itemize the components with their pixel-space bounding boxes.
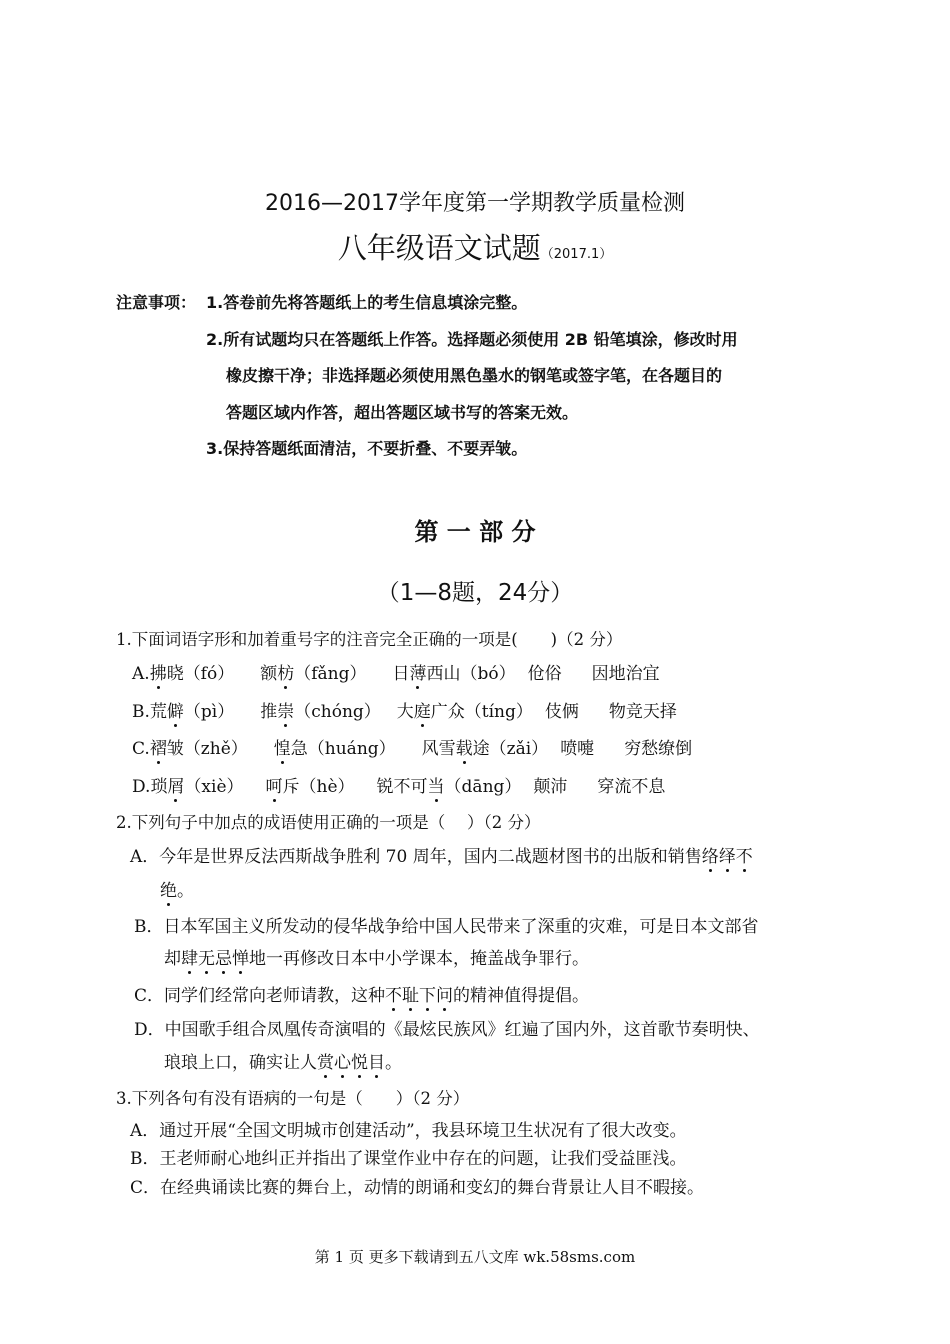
q2-option-a: A．今年是世界反法西斯战争胜利 70 周年，国内二战题材图书的出版和销售络绎不 bbox=[130, 847, 753, 867]
note-item-2-cont: 橡皮擦干净；非选择题必须使用黑色墨水的钢笔或签字笔，在各题目的 bbox=[226, 366, 723, 385]
note-item-2-cont2: 答题区域内作答，超出答题区域书写的答案无效。 bbox=[226, 403, 579, 422]
q3-option-c: C．在经典诵读比赛的舞台上，动情的朗诵和变幻的舞台背景让人目不暇接。 bbox=[130, 1178, 705, 1198]
q2-option-d-cont: 琅琅上口，确实让人赏心悦目。 bbox=[164, 1053, 402, 1073]
note-item-2: 2.所有试题均只在答题纸上作答。选择题必须使用 2B 铅笔填涂，修改时用 bbox=[206, 330, 738, 349]
q1-option-d: D.琐屑（xiè） 呵斥（hè） 锐不可当（dāng） 颠沛 穿流不息 bbox=[132, 777, 666, 797]
exam-header: 2016—2017学年度第一学期教学质量检测 bbox=[265, 191, 685, 216]
q2-option-a-cont: 绝。 bbox=[160, 881, 194, 901]
q2-option-b: B．日本军国主义所发动的侵华战争给中国人民带来了深重的灾难，可是日本文部省 bbox=[134, 917, 759, 937]
exam-date: （2017.1） bbox=[540, 247, 613, 262]
exam-title-text: 八年级语文试题 bbox=[337, 231, 541, 265]
q2-option-b-cont: 却肆无忌惮地一再修改日本中小学课本，掩盖战争罪行。 bbox=[164, 949, 589, 969]
note-item-1: 1.答卷前先将答题纸上的考生信息填涂完整。 bbox=[206, 293, 528, 312]
q1-option-b: B.荒僻（pì） 推崇（chóng） 大庭广众（tíng） 伎俩 物竞天择 bbox=[132, 702, 677, 722]
q2-stem: 2.下列句子中加点的成语使用正确的一项是（ ）（2 分） bbox=[116, 813, 541, 832]
part-heading: 第 一 部 分 bbox=[414, 518, 536, 546]
notes-label: 注意事项： bbox=[116, 293, 197, 312]
q3-option-a: A．通过开展“全国文明城市创建活动”，我县环境卫生状况有了很大改变。 bbox=[130, 1121, 687, 1141]
note-item-3: 3.保持答题纸面清洁，不要折叠、不要弄皱。 bbox=[206, 439, 528, 458]
q1-stem: 1.下面词语字形和加着重号字的注音完全正确的一项是( )（2 分） bbox=[116, 630, 623, 649]
part-subheading: （1—8题，24分） bbox=[376, 580, 574, 606]
q3-option-b: B．王老师耐心地纠正并指出了课堂作业中存在的问题，让我们受益匪浅。 bbox=[130, 1149, 687, 1169]
q3-stem: 3.下列各句有没有语病的一句是（ ）（2 分） bbox=[116, 1089, 470, 1108]
q1-option-c: C.褶皱（zhě） 惶急（huáng） 风雪载途（zǎi） 喷嚏 穷愁缭倒 bbox=[132, 739, 693, 759]
exam-title bbox=[0, 226, 950, 267]
page-footer: 第 1 页 更多下载请到五八文库 wk.58sms.com bbox=[314, 1248, 636, 1266]
q1-option-a: A.拂晓（fó） 额枋（fǎng） 日薄西山（bó） 伧俗 因地治宜 bbox=[132, 664, 660, 684]
q2-option-c: C．同学们经常向老师请教，这种不耻下问的精神值得提倡。 bbox=[134, 986, 590, 1006]
q2-option-d: D．中国歌手组合凤凰传奇演唱的《最炫民族风》红遍了国内外，这首歌节奏明快、 bbox=[134, 1020, 760, 1040]
